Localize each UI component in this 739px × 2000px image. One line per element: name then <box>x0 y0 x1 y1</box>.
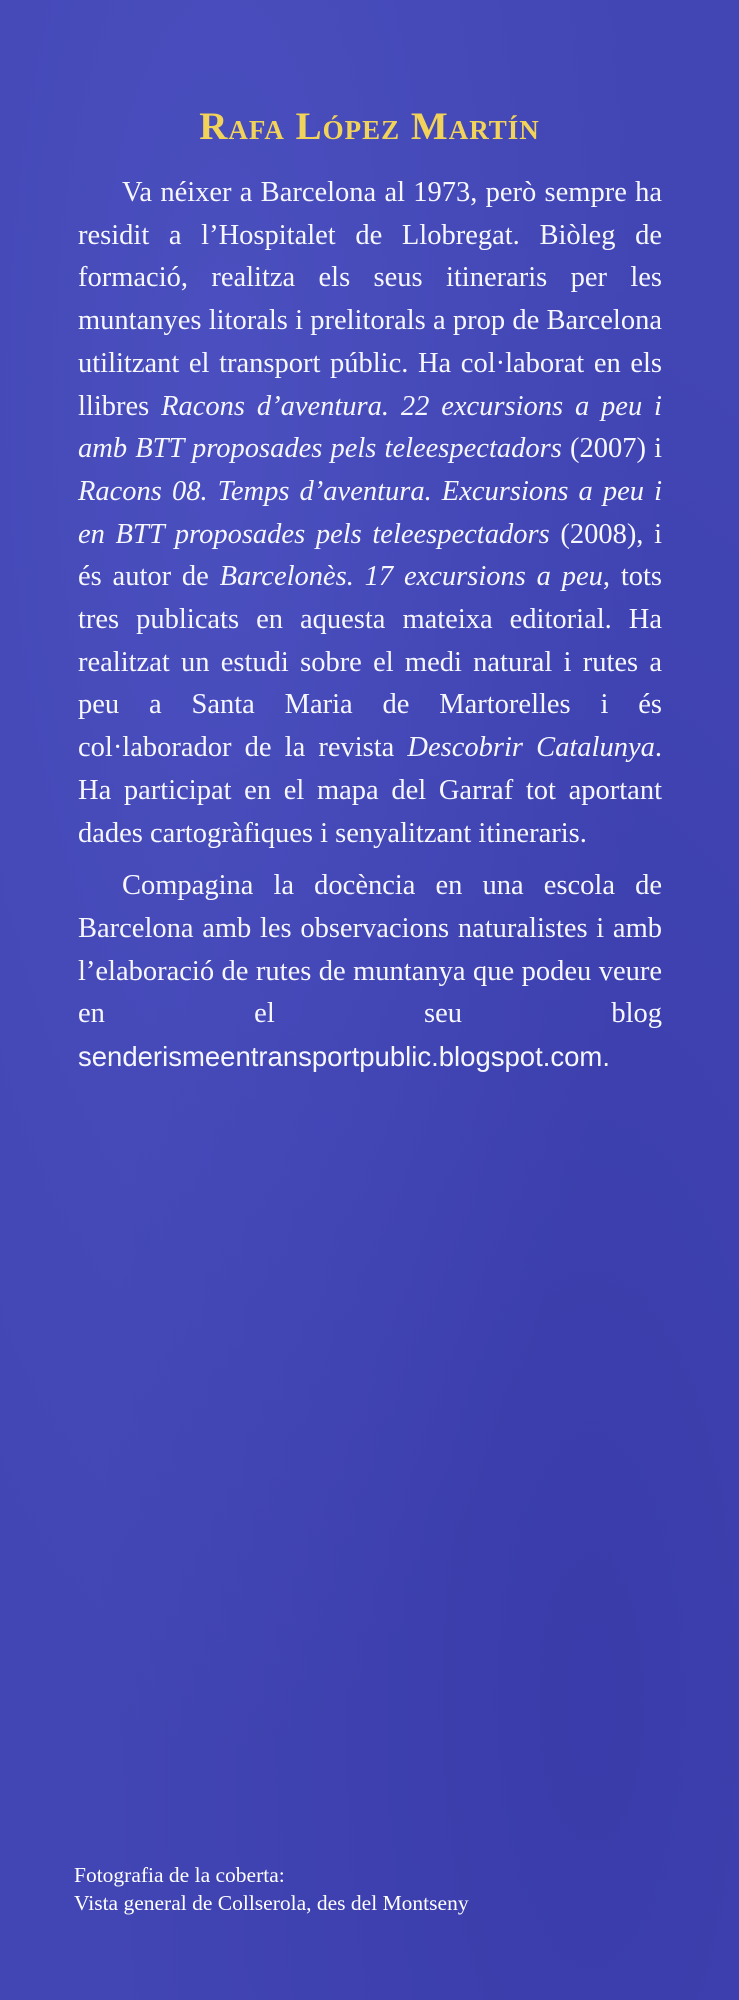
bio-text: (2008), i és autor de <box>78 518 663 593</box>
book-title-racons-08: Racons 08. Temps d’aventura. Excursions a peu i en BTT proposades pels teleespectadors <box>78 475 662 550</box>
cover-photo-credit <box>74 1861 469 1917</box>
magazine-title: Descobrir Catalunya <box>407 732 655 764</box>
credit-text: Vista general de Collserola, des del Montseny <box>74 1891 469 1915</box>
book-title-racons-aventura: Racons d’aventura. 22 excursions a peu i amb BTT proposades pels teleespectadors <box>78 390 662 465</box>
bio-text: (2007) i <box>561 433 662 465</box>
bio-text: . Ha participat en el mapa del Garraf tot aportant dades cartogràfiques i senyalitzant itineraris. <box>78 732 662 849</box>
bio-text: Va néixer a Barcelona al 1973, però sempre ha residit a l’Hospitalet de Llobregat. Biòleg de formació, realitza els seus itineraris per les muntanyes litorals i prelitorals a prop de Barcelona utilitzant el transport públic. Ha col·laborat en els llibres <box>78 177 662 422</box>
bio-text: , tots tres publicats en aquesta mateixa editorial. Ha realitzat un estudi sobre el medi natural i rutes a peu a Santa Maria de Martorelles i és col·laborador de la revista <box>78 561 662 764</box>
blog-url: senderismeentransportpublic.blogspot.com. <box>78 1041 610 1073</box>
bio-paragraph-2 <box>78 865 662 1080</box>
author-biography <box>78 172 662 1080</box>
bio-text: Compagina la docència en una escola de Barcelona amb les observacions naturalistes i amb l’elaboració de rutes de muntanya que podeu veure en el seu blog <box>78 870 662 1030</box>
book-title-barcelones: Barcelonès. 17 excursions a peu <box>219 561 603 593</box>
bio-paragraph-1 <box>78 172 662 855</box>
author-name: Rafa López Martín <box>199 105 540 148</box>
credit-label: Fotografia de la coberta: <box>74 1863 285 1887</box>
